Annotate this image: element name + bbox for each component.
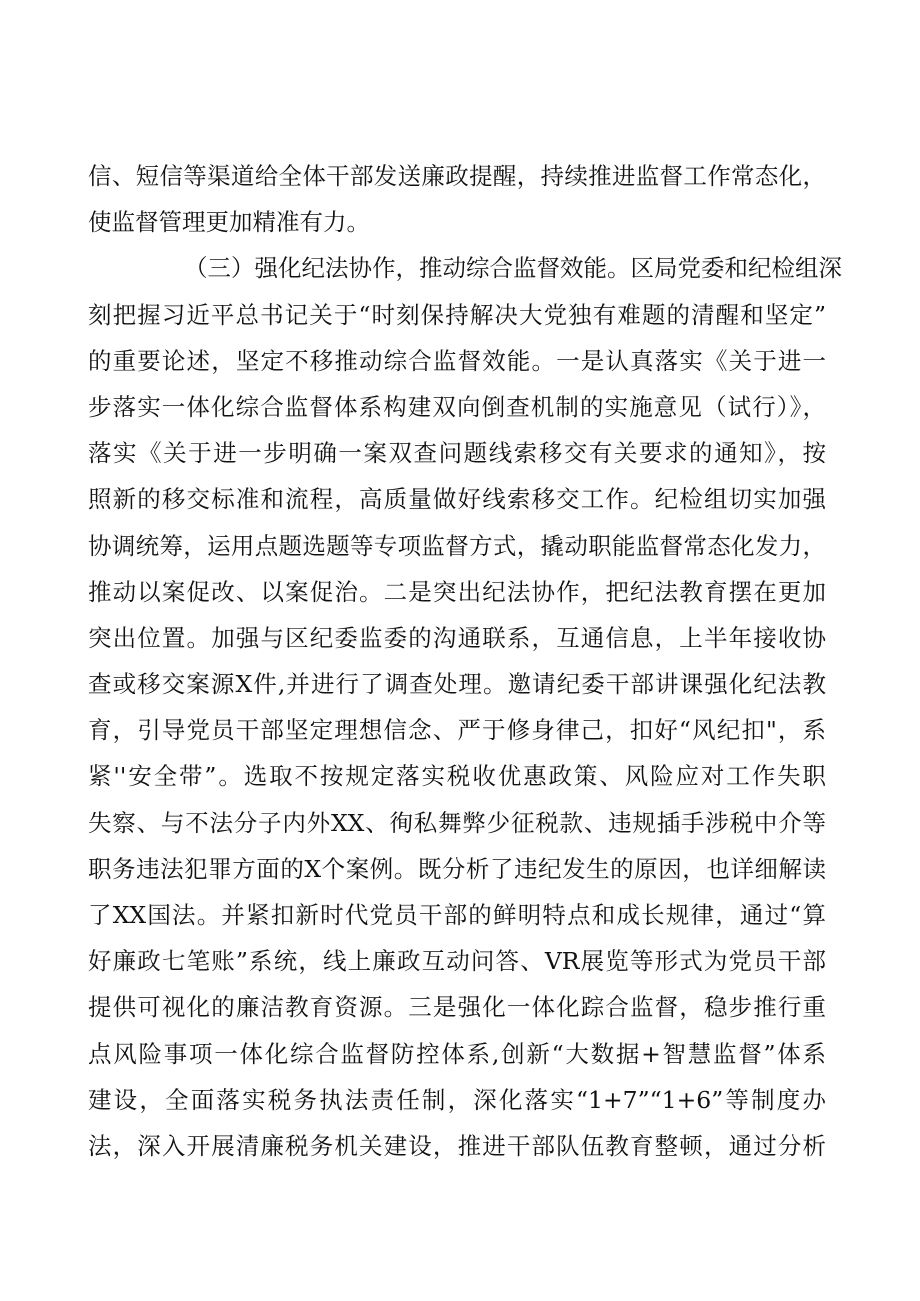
text-line: 使监督管理更加精准有力。 bbox=[88, 208, 370, 237]
text-line: 职务违法犯罪方面的X个案例。既分析了违纪发生的原因，也详细解读 bbox=[88, 854, 826, 883]
text-line: 失察、与不法分子内外XX、徇私舞弊少征税款、违规插手涉税中介等 bbox=[88, 808, 826, 837]
text-line: 建设，全面落实税务执法责任制，深化落实“1+7”“1+6”等制度办 bbox=[88, 1085, 826, 1114]
text-line: 法，深入开展清廉税务机关建设，推进干部队伍教育整顿，通过分析 bbox=[88, 1131, 826, 1160]
text-line: 点风险事项一体化综合监督防控体系,创新“大数据+智慧监督”体系 bbox=[88, 1039, 826, 1068]
text-line: 了XX国法。并紧扣新时代党员干部的鲜明特点和成长规律，通过“算 bbox=[88, 901, 826, 929]
text-line: 查或移交案源X件,并进行了调查处理。邀请纪委干部讲课强化纪法教 bbox=[88, 670, 826, 699]
text-line: 提供可视化的廉洁教育资源。三是强化一体化踪合监督，稳步推行重 bbox=[88, 993, 826, 1022]
text-line: 育，引导党员干部坚定理想信念、严于修身律己，扣好“风纪扣"，系 bbox=[88, 716, 826, 745]
text-line: 照新的移交标准和流程，高质量做好线索移交工作。纪检组切实加强 bbox=[88, 485, 826, 514]
text-line: 落实《关于进一步明确一案双查问题线索移交有关要求的通知》，按 bbox=[88, 439, 826, 468]
text-line: 突出位置。加强与区纪委监委的沟通联系，互通信息，上半年接收协 bbox=[88, 623, 826, 652]
body-text bbox=[88, 153, 842, 1169]
text-line: 紧''安全带”。选取不按规定落实税收优惠政策、风险应对工作失职 bbox=[88, 762, 826, 791]
text-line: 信、短信等渠道给全体干部发送廉政提醒，持续推进监督工作常态化， bbox=[88, 162, 826, 190]
text-line: 协调统筹，运用点题选题等专项监督方式，撬动职能监督常态化发力， bbox=[88, 531, 826, 560]
text-line: 的重要论述，坚定不移推动综合监督效能。一是认真落实《关于进一 bbox=[88, 346, 826, 375]
text-line: 推动以案促改、以案促治。二是突出纪法协作，把纪法教育摆在更加 bbox=[88, 577, 826, 606]
section-heading-line: （三）强化纪法协作，推动综合监督效能。区局党委和纪检组深 bbox=[184, 254, 842, 283]
text-line: 刻把握习近平总书记关于“时刻保持解决大党独有难题的清醒和坚定” bbox=[88, 300, 826, 329]
text-line: 好廉政七笔账”系统，线上廉政互动问答、VR展览等形式为党员干部 bbox=[88, 947, 826, 976]
text-line: 步落实一体化综合监督体系构建双向倒查机制的实施意见（试行）》， bbox=[88, 392, 826, 421]
